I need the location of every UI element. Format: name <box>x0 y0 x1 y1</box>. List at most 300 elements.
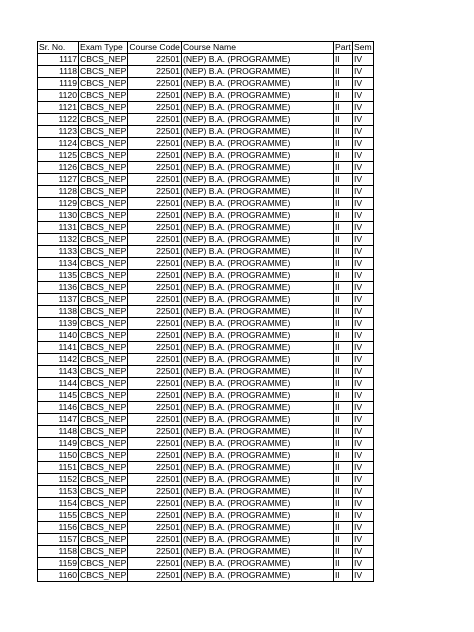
cell-sem: IV <box>352 546 373 558</box>
cell-course-code: 22501 <box>128 486 182 498</box>
table-row <box>38 366 374 378</box>
cell-sem: IV <box>352 126 373 138</box>
cell-part: II <box>333 78 352 90</box>
table-row <box>38 198 374 210</box>
cell-course-code: 22501 <box>128 270 182 282</box>
table-row <box>38 450 374 462</box>
cell-part: II <box>333 414 352 426</box>
cell-sr-no: 1149 <box>38 438 79 450</box>
cell-exam-type: CBCS_NEP <box>80 174 127 184</box>
cell-sr-no: 1141 <box>38 342 79 354</box>
cell-sem: IV <box>352 510 373 522</box>
cell-course-name: (NEP) B.A. (PROGRAMME) <box>181 162 333 174</box>
cell-part: II <box>333 222 352 234</box>
cell-part: II <box>333 294 352 306</box>
cell-sem: IV <box>352 534 373 546</box>
cell-sr-no: 1128 <box>38 186 79 198</box>
cell-part: II <box>333 306 352 318</box>
table-row <box>38 210 374 222</box>
cell-course-code: 22501 <box>128 66 182 78</box>
cell-course-name: (NEP) B.A. (PROGRAMME) <box>181 570 333 582</box>
cell-course-name: (NEP) B.A. (PROGRAMME) <box>181 210 333 222</box>
cell-sem: IV <box>352 246 373 258</box>
cell-sem: IV <box>352 366 373 378</box>
cell-course-code: 22501 <box>128 354 182 366</box>
cell-course-code: 22501 <box>128 534 182 546</box>
cell-sem: IV <box>352 414 373 426</box>
cell-exam-type: CBCS_NEP <box>80 330 127 340</box>
cell-exam-type: CBCS_NEP <box>80 138 127 148</box>
cell-part: II <box>333 486 352 498</box>
cell-course-code: 22501 <box>128 294 182 306</box>
cell-sr-no: 1159 <box>38 558 79 570</box>
cell-course-name: (NEP) B.A. (PROGRAMME) <box>181 354 333 366</box>
cell-course-name: (NEP) B.A. (PROGRAMME) <box>181 342 333 354</box>
cell-course-code: 22501 <box>128 306 182 318</box>
cell-course-code: 22501 <box>128 546 182 558</box>
cell-sem: IV <box>352 450 373 462</box>
cell-sr-no: 1122 <box>38 114 79 126</box>
column-header-sem: Sem <box>353 42 372 52</box>
cell-sr-no: 1146 <box>38 402 79 414</box>
data-table <box>37 41 374 582</box>
cell-sem: IV <box>352 306 373 318</box>
cell-exam-type: CBCS_NEP <box>80 90 127 100</box>
cell-exam-type: CBCS_NEP <box>80 306 127 316</box>
cell-course-name: (NEP) B.A. (PROGRAMME) <box>181 426 333 438</box>
cell-sem: IV <box>352 210 373 222</box>
cell-course-name: (NEP) B.A. (PROGRAMME) <box>181 366 333 378</box>
column-header-exam-type: Exam Type <box>79 42 128 54</box>
cell-sr-no: 1133 <box>38 246 79 258</box>
cell-exam-type: CBCS_NEP <box>80 246 127 256</box>
cell-course-code: 22501 <box>128 558 182 570</box>
cell-sem: IV <box>352 102 373 114</box>
table-row <box>38 150 374 162</box>
table-row <box>38 426 374 438</box>
cell-exam-type: CBCS_NEP <box>80 378 127 388</box>
cell-course-name: (NEP) B.A. (PROGRAMME) <box>181 246 333 258</box>
cell-sr-no: 1154 <box>38 498 79 510</box>
cell-part: II <box>333 270 352 282</box>
table-row <box>38 138 374 150</box>
table-row <box>38 486 374 498</box>
cell-part: II <box>333 378 352 390</box>
cell-sem: IV <box>352 462 373 474</box>
cell-part: II <box>333 534 352 546</box>
cell-course-name: (NEP) B.A. (PROGRAMME) <box>181 486 333 498</box>
table-row <box>38 258 374 270</box>
cell-course-code: 22501 <box>128 90 182 102</box>
cell-part: II <box>333 390 352 402</box>
cell-sem: IV <box>352 90 373 102</box>
cell-sem: IV <box>352 402 373 414</box>
cell-course-name: (NEP) B.A. (PROGRAMME) <box>181 186 333 198</box>
cell-sem: IV <box>352 222 373 234</box>
cell-course-name: (NEP) B.A. (PROGRAMME) <box>181 294 333 306</box>
cell-part: II <box>333 90 352 102</box>
cell-exam-type: CBCS_NEP <box>80 510 127 520</box>
cell-part: II <box>333 402 352 414</box>
cell-course-name: (NEP) B.A. (PROGRAMME) <box>181 126 333 138</box>
cell-exam-type: CBCS_NEP <box>80 546 127 556</box>
cell-sem: IV <box>352 162 373 174</box>
cell-part: II <box>333 426 352 438</box>
table-row <box>38 390 374 402</box>
cell-exam-type: CBCS_NEP <box>80 522 127 532</box>
cell-exam-type: CBCS_NEP <box>80 390 127 400</box>
cell-course-name: (NEP) B.A. (PROGRAMME) <box>181 534 333 546</box>
cell-sr-no: 1123 <box>38 126 79 138</box>
table-row <box>38 330 374 342</box>
cell-sem: IV <box>352 318 373 330</box>
cell-course-name: (NEP) B.A. (PROGRAMME) <box>181 318 333 330</box>
cell-sem: IV <box>352 282 373 294</box>
cell-sr-no: 1144 <box>38 378 79 390</box>
cell-exam-type: CBCS_NEP <box>80 54 127 64</box>
table-row <box>38 54 374 66</box>
cell-course-code: 22501 <box>128 450 182 462</box>
cell-course-name: (NEP) B.A. (PROGRAMME) <box>181 522 333 534</box>
cell-sr-no: 1119 <box>38 78 79 90</box>
cell-sem: IV <box>352 294 373 306</box>
cell-sem: IV <box>352 78 373 90</box>
cell-sem: IV <box>352 174 373 186</box>
cell-part: II <box>333 462 352 474</box>
cell-part: II <box>333 174 352 186</box>
cell-course-code: 22501 <box>128 330 182 342</box>
table-row <box>38 342 374 354</box>
cell-exam-type: CBCS_NEP <box>80 282 127 292</box>
cell-part: II <box>333 210 352 222</box>
cell-course-code: 22501 <box>128 162 182 174</box>
cell-sr-no: 1129 <box>38 198 79 210</box>
cell-course-code: 22501 <box>128 342 182 354</box>
cell-part: II <box>333 162 352 174</box>
cell-part: II <box>333 342 352 354</box>
cell-course-code: 22501 <box>128 246 182 258</box>
cell-part: II <box>333 246 352 258</box>
table-row <box>38 402 374 414</box>
cell-course-code: 22501 <box>128 174 182 186</box>
table-row <box>38 270 374 282</box>
cell-exam-type: CBCS_NEP <box>80 150 127 160</box>
table-row <box>38 162 374 174</box>
cell-sr-no: 1145 <box>38 390 79 402</box>
cell-sr-no: 1158 <box>38 546 79 558</box>
cell-exam-type: CBCS_NEP <box>80 198 127 208</box>
cell-sem: IV <box>352 150 373 162</box>
cell-course-code: 22501 <box>128 54 182 66</box>
table-row <box>38 174 374 186</box>
table-row <box>38 474 374 486</box>
cell-course-name: (NEP) B.A. (PROGRAMME) <box>181 546 333 558</box>
cell-course-name: (NEP) B.A. (PROGRAMME) <box>181 54 333 66</box>
cell-course-name: (NEP) B.A. (PROGRAMME) <box>181 438 333 450</box>
table-row <box>38 102 374 114</box>
cell-part: II <box>333 234 352 246</box>
cell-sem: IV <box>352 522 373 534</box>
cell-sr-no: 1157 <box>38 534 79 546</box>
cell-sr-no: 1160 <box>38 570 79 582</box>
cell-course-name: (NEP) B.A. (PROGRAMME) <box>181 66 333 78</box>
column-header-part: Part <box>334 42 351 52</box>
cell-part: II <box>333 354 352 366</box>
cell-part: II <box>333 510 352 522</box>
cell-sr-no: 1155 <box>38 510 79 522</box>
cell-sr-no: 1140 <box>38 330 79 342</box>
cell-course-code: 22501 <box>128 234 182 246</box>
table-row <box>38 186 374 198</box>
cell-part: II <box>333 474 352 486</box>
cell-sr-no: 1151 <box>38 462 79 474</box>
table-body <box>38 54 374 582</box>
cell-sr-no: 1127 <box>38 174 79 186</box>
cell-sr-no: 1136 <box>38 282 79 294</box>
cell-part: II <box>333 366 352 378</box>
cell-sem: IV <box>352 234 373 246</box>
cell-exam-type: CBCS_NEP <box>80 462 127 472</box>
cell-part: II <box>333 438 352 450</box>
cell-course-name: (NEP) B.A. (PROGRAMME) <box>181 150 333 162</box>
cell-exam-type: CBCS_NEP <box>80 126 127 136</box>
cell-part: II <box>333 498 352 510</box>
cell-course-name: (NEP) B.A. (PROGRAMME) <box>181 270 333 282</box>
cell-sem: IV <box>352 438 373 450</box>
cell-sem: IV <box>352 258 373 270</box>
cell-course-code: 22501 <box>128 510 182 522</box>
cell-exam-type: CBCS_NEP <box>80 66 127 76</box>
table-row <box>38 66 374 78</box>
cell-course-code: 22501 <box>128 474 182 486</box>
column-header-course-name: Course Name <box>181 42 333 54</box>
table-row <box>38 462 374 474</box>
cell-exam-type: CBCS_NEP <box>80 186 127 196</box>
cell-sr-no: 1153 <box>38 486 79 498</box>
cell-part: II <box>333 114 352 126</box>
cell-exam-type: CBCS_NEP <box>80 474 127 484</box>
cell-course-code: 22501 <box>128 150 182 162</box>
cell-part: II <box>333 198 352 210</box>
cell-exam-type: CBCS_NEP <box>80 570 127 580</box>
cell-sem: IV <box>352 186 373 198</box>
column-header-course-code: Course Code <box>129 42 180 52</box>
cell-sem: IV <box>352 498 373 510</box>
cell-sr-no: 1124 <box>38 138 79 150</box>
cell-course-name: (NEP) B.A. (PROGRAMME) <box>181 114 333 126</box>
cell-exam-type: CBCS_NEP <box>80 294 127 304</box>
table-row <box>38 318 374 330</box>
cell-course-code: 22501 <box>128 570 182 582</box>
cell-course-code: 22501 <box>128 114 182 126</box>
cell-course-name: (NEP) B.A. (PROGRAMME) <box>181 450 333 462</box>
cell-sr-no: 1143 <box>38 366 79 378</box>
cell-sr-no: 1132 <box>38 234 79 246</box>
cell-exam-type: CBCS_NEP <box>80 366 127 376</box>
table-row <box>38 354 374 366</box>
cell-course-name: (NEP) B.A. (PROGRAMME) <box>181 258 333 270</box>
cell-exam-type: CBCS_NEP <box>80 258 127 268</box>
table-row <box>38 126 374 138</box>
cell-part: II <box>333 66 352 78</box>
cell-sr-no: 1130 <box>38 210 79 222</box>
cell-course-code: 22501 <box>128 522 182 534</box>
cell-course-code: 22501 <box>128 438 182 450</box>
cell-sr-no: 1126 <box>38 162 79 174</box>
table-row <box>38 294 374 306</box>
cell-sem: IV <box>352 354 373 366</box>
cell-course-code: 22501 <box>128 102 182 114</box>
cell-course-name: (NEP) B.A. (PROGRAMME) <box>181 102 333 114</box>
cell-exam-type: CBCS_NEP <box>80 534 127 544</box>
cell-exam-type: CBCS_NEP <box>80 162 127 172</box>
cell-part: II <box>333 282 352 294</box>
cell-course-code: 22501 <box>128 282 182 294</box>
cell-sem: IV <box>352 54 373 66</box>
cell-sem: IV <box>352 390 373 402</box>
cell-part: II <box>333 450 352 462</box>
cell-sr-no: 1120 <box>38 90 79 102</box>
cell-exam-type: CBCS_NEP <box>80 402 127 412</box>
cell-sr-no: 1139 <box>38 318 79 330</box>
cell-course-code: 22501 <box>128 186 182 198</box>
cell-exam-type: CBCS_NEP <box>80 78 127 88</box>
cell-course-code: 22501 <box>128 462 182 474</box>
table-row <box>38 114 374 126</box>
cell-course-name: (NEP) B.A. (PROGRAMME) <box>181 414 333 426</box>
cell-sem: IV <box>352 342 373 354</box>
cell-part: II <box>333 150 352 162</box>
table-row <box>38 438 374 450</box>
table-row <box>38 414 374 426</box>
cell-part: II <box>333 102 352 114</box>
cell-sr-no: 1131 <box>38 222 79 234</box>
column-header-sr-no: Sr. No. <box>38 42 79 54</box>
cell-course-code: 22501 <box>128 222 182 234</box>
cell-sem: IV <box>352 66 373 78</box>
table-row <box>38 222 374 234</box>
cell-course-code: 22501 <box>128 414 182 426</box>
cell-exam-type: CBCS_NEP <box>80 270 127 280</box>
cell-sr-no: 1152 <box>38 474 79 486</box>
cell-course-name: (NEP) B.A. (PROGRAMME) <box>181 474 333 486</box>
cell-part: II <box>333 258 352 270</box>
cell-course-name: (NEP) B.A. (PROGRAMME) <box>181 222 333 234</box>
table-row <box>38 282 374 294</box>
cell-sr-no: 1138 <box>38 306 79 318</box>
cell-sem: IV <box>352 330 373 342</box>
cell-exam-type: CBCS_NEP <box>80 114 127 124</box>
cell-course-name: (NEP) B.A. (PROGRAMME) <box>181 90 333 102</box>
cell-part: II <box>333 138 352 150</box>
cell-exam-type: CBCS_NEP <box>80 558 127 568</box>
cell-exam-type: CBCS_NEP <box>80 102 127 112</box>
cell-sr-no: 1125 <box>38 150 79 162</box>
cell-exam-type: CBCS_NEP <box>80 414 127 424</box>
table-row <box>38 570 374 582</box>
cell-sem: IV <box>352 378 373 390</box>
cell-sr-no: 1135 <box>38 270 79 282</box>
cell-course-name: (NEP) B.A. (PROGRAMME) <box>181 234 333 246</box>
cell-sem: IV <box>352 270 373 282</box>
cell-course-name: (NEP) B.A. (PROGRAMME) <box>181 282 333 294</box>
cell-sem: IV <box>352 474 373 486</box>
cell-sem: IV <box>352 558 373 570</box>
cell-sr-no: 1117 <box>38 54 79 66</box>
cell-part: II <box>333 126 352 138</box>
cell-sem: IV <box>352 426 373 438</box>
cell-course-code: 22501 <box>128 426 182 438</box>
cell-course-name: (NEP) B.A. (PROGRAMME) <box>181 330 333 342</box>
cell-sr-no: 1148 <box>38 426 79 438</box>
cell-exam-type: CBCS_NEP <box>80 210 127 220</box>
table-row <box>38 558 374 570</box>
cell-course-name: (NEP) B.A. (PROGRAMME) <box>181 390 333 402</box>
cell-part: II <box>333 330 352 342</box>
cell-exam-type: CBCS_NEP <box>80 234 127 244</box>
cell-sr-no: 1118 <box>38 66 79 78</box>
cell-course-code: 22501 <box>128 378 182 390</box>
cell-exam-type: CBCS_NEP <box>80 426 127 436</box>
cell-exam-type: CBCS_NEP <box>80 222 127 232</box>
cell-exam-type: CBCS_NEP <box>80 486 127 496</box>
cell-course-code: 22501 <box>128 258 182 270</box>
cell-course-code: 22501 <box>128 402 182 414</box>
cell-sr-no: 1147 <box>38 414 79 426</box>
table-row <box>38 234 374 246</box>
cell-course-name: (NEP) B.A. (PROGRAMME) <box>181 174 333 186</box>
cell-course-code: 22501 <box>128 366 182 378</box>
table-row <box>38 522 374 534</box>
cell-sr-no: 1121 <box>38 102 79 114</box>
cell-exam-type: CBCS_NEP <box>80 342 127 352</box>
cell-sr-no: 1150 <box>38 450 79 462</box>
cell-course-name: (NEP) B.A. (PROGRAMME) <box>181 378 333 390</box>
cell-course-name: (NEP) B.A. (PROGRAMME) <box>181 462 333 474</box>
cell-part: II <box>333 522 352 534</box>
cell-course-name: (NEP) B.A. (PROGRAMME) <box>181 558 333 570</box>
table-row <box>38 78 374 90</box>
cell-sr-no: 1156 <box>38 522 79 534</box>
cell-course-name: (NEP) B.A. (PROGRAMME) <box>181 510 333 522</box>
cell-course-code: 22501 <box>128 210 182 222</box>
cell-sem: IV <box>352 114 373 126</box>
table-row <box>38 306 374 318</box>
cell-course-name: (NEP) B.A. (PROGRAMME) <box>181 78 333 90</box>
cell-exam-type: CBCS_NEP <box>80 354 127 364</box>
cell-sem: IV <box>352 138 373 150</box>
header-row <box>38 42 374 54</box>
cell-sr-no: 1134 <box>38 258 79 270</box>
table-row <box>38 510 374 522</box>
table-row <box>38 498 374 510</box>
cell-exam-type: CBCS_NEP <box>80 318 127 328</box>
cell-part: II <box>333 558 352 570</box>
cell-course-name: (NEP) B.A. (PROGRAMME) <box>181 498 333 510</box>
cell-course-name: (NEP) B.A. (PROGRAMME) <box>181 402 333 414</box>
cell-exam-type: CBCS_NEP <box>80 498 127 508</box>
cell-course-code: 22501 <box>128 198 182 210</box>
table-row <box>38 534 374 546</box>
cell-part: II <box>333 54 352 66</box>
cell-course-code: 22501 <box>128 498 182 510</box>
cell-sem: IV <box>352 198 373 210</box>
cell-course-code: 22501 <box>128 390 182 402</box>
cell-part: II <box>333 318 352 330</box>
cell-sr-no: 1137 <box>38 294 79 306</box>
cell-course-code: 22501 <box>128 138 182 150</box>
cell-course-code: 22501 <box>128 126 182 138</box>
